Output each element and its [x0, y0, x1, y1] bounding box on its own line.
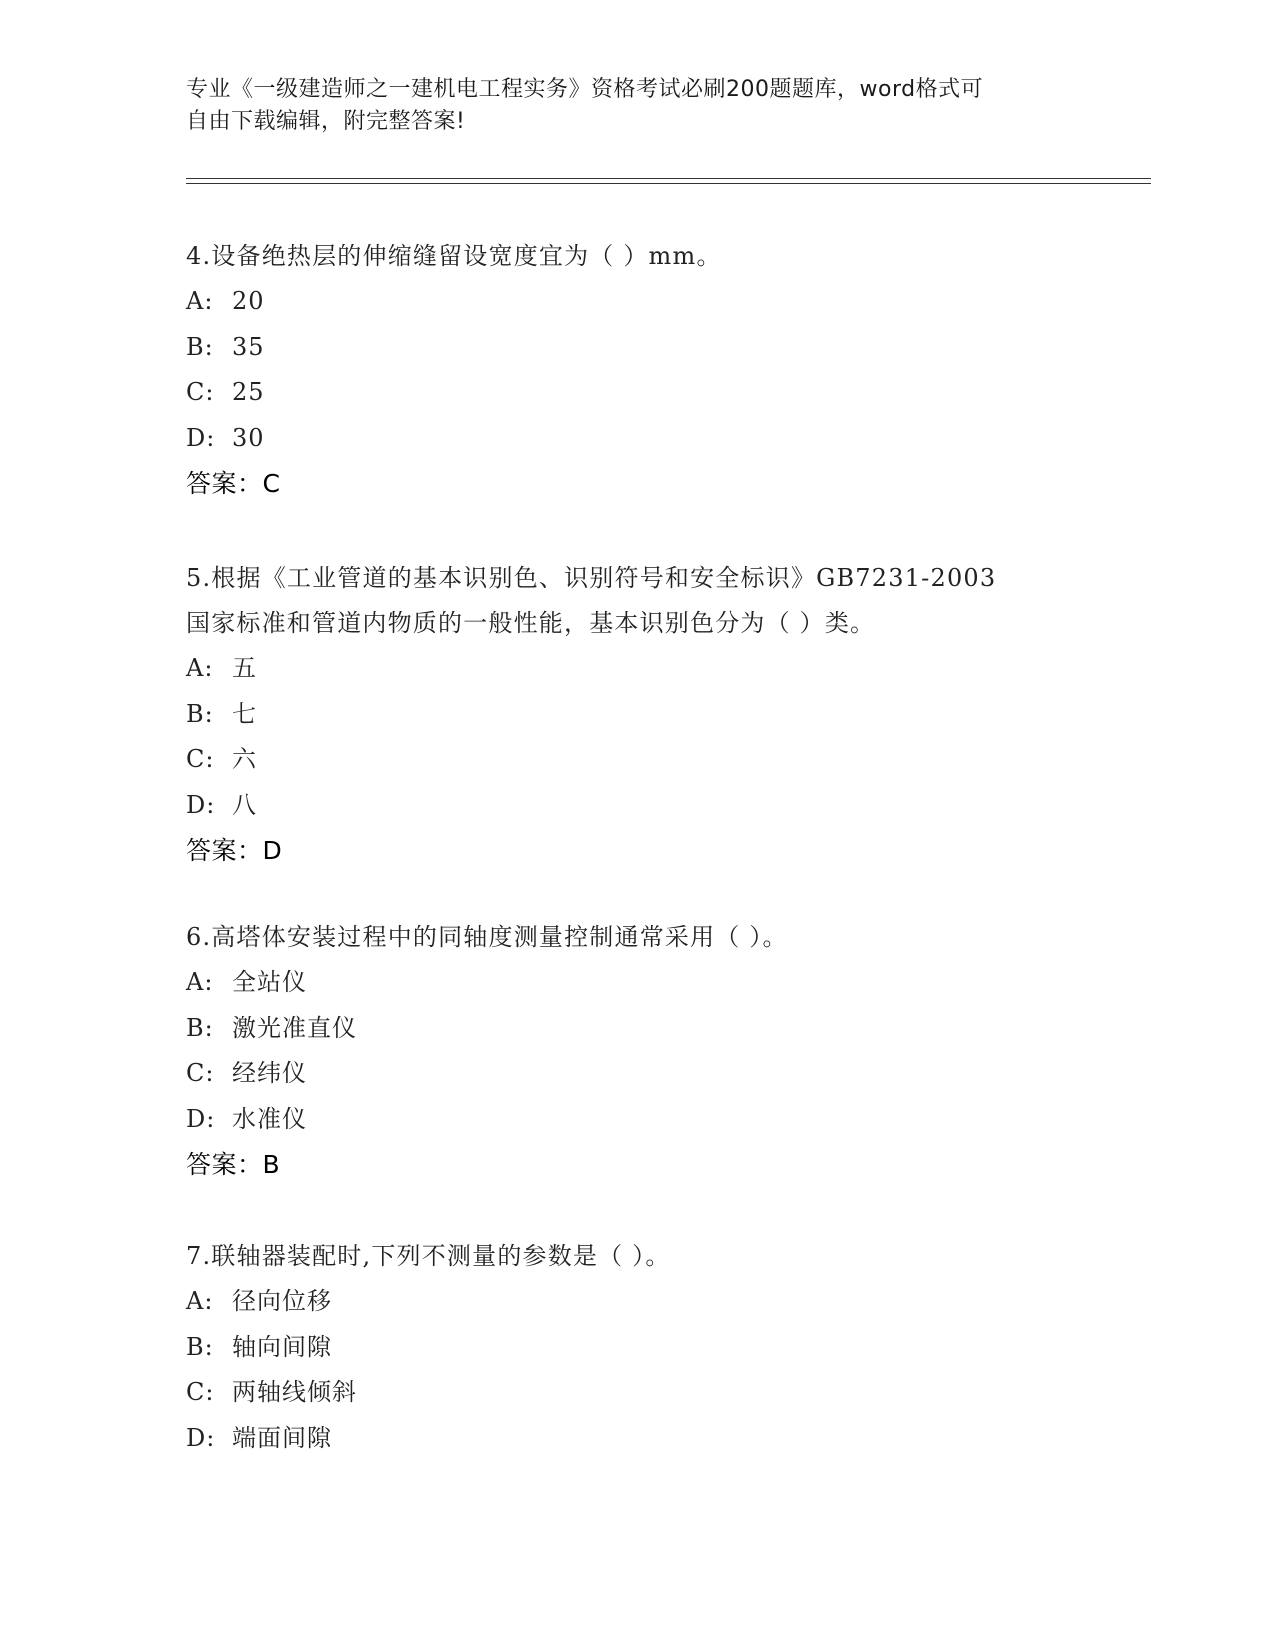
option-key: B: [186, 1332, 214, 1361]
question-stem-line: 6.高塔体安装过程中的同轴度测量控制通常采用（ ）。 [186, 923, 788, 951]
option-text: 20 [232, 287, 265, 315]
answer: 答案：D [186, 836, 283, 865]
option-key: A: [186, 968, 214, 996]
option-text: 七 [232, 699, 257, 728]
question-4 [186, 234, 1086, 506]
option-a [186, 646, 1086, 692]
option-key: C: [186, 378, 215, 406]
option-text: 35 [232, 332, 265, 361]
option-a [186, 960, 1086, 1006]
option-key: B: [186, 332, 214, 361]
option-key: C: [186, 745, 215, 773]
option-text: 25 [232, 378, 265, 406]
question-stem-line: 4.设备绝热层的伸缩缝留设宽度宜为（ ）mm。 [186, 242, 722, 270]
option-key: D: [186, 1423, 216, 1452]
option-c [186, 737, 1086, 783]
option-key: B: [186, 1013, 214, 1042]
option-c [186, 1051, 1086, 1097]
option-key: A: [186, 654, 214, 682]
option-key: A: [186, 1287, 214, 1315]
option-text: 五 [232, 654, 257, 682]
header-divider-bottom [186, 183, 1151, 184]
option-d [186, 783, 1086, 829]
header-line-1: 专业《一级建造师之一建机电工程实务》资格考试必刷200题题库，word格式可 [186, 77, 984, 102]
document-header [186, 74, 1086, 138]
option-b [186, 1325, 1086, 1371]
option-text: 轴向间隙 [232, 1332, 332, 1361]
option-d [186, 1416, 1086, 1462]
question-stem [186, 1234, 1086, 1279]
option-key: D: [186, 1104, 216, 1133]
option-key: A: [186, 287, 214, 315]
option-a [186, 279, 1086, 325]
option-text: 30 [232, 423, 265, 452]
option-c [186, 1370, 1086, 1416]
option-a [186, 1279, 1086, 1325]
header-divider-top [186, 178, 1151, 179]
header-line-2: 自由下载编辑，附完整答案! [186, 109, 466, 134]
option-b [186, 692, 1086, 738]
question-stem-line: 7.联轴器装配时,下列不测量的参数是（ ）。 [186, 1242, 671, 1270]
option-key: C: [186, 1378, 215, 1406]
option-c [186, 370, 1086, 416]
option-b [186, 325, 1086, 371]
option-text: 八 [232, 790, 257, 819]
option-text: 全站仪 [232, 968, 307, 996]
question-stem [186, 556, 1086, 646]
option-text: 径向位移 [232, 1287, 332, 1315]
option-key: D: [186, 790, 216, 819]
answer: 答案：C [186, 469, 281, 498]
question-stem [186, 234, 1086, 279]
option-b [186, 1006, 1086, 1052]
question-stem-line: 5.根据《工业管道的基本识别色、识别符号和安全标识》GB7231-2003 [186, 564, 997, 592]
option-text: 经纬仪 [232, 1059, 307, 1087]
option-d [186, 416, 1086, 462]
option-text: 两轴线倾斜 [232, 1378, 357, 1406]
question-6 [186, 915, 1086, 1187]
option-text: 六 [232, 745, 257, 773]
question-stem-line: 国家标准和管道内物质的一般性能，基本识别色分为（ ）类。 [186, 609, 876, 637]
option-text: 水准仪 [232, 1104, 307, 1133]
question-5 [186, 556, 1086, 873]
option-text: 端面间隙 [232, 1423, 332, 1452]
question-7 [186, 1234, 1086, 1461]
option-text: 激光准直仪 [232, 1013, 357, 1042]
option-key: D: [186, 423, 216, 452]
answer: 答案：B [186, 1150, 281, 1179]
option-key: B: [186, 699, 214, 728]
question-stem [186, 915, 1086, 960]
option-key: C: [186, 1059, 215, 1087]
option-d [186, 1097, 1086, 1143]
